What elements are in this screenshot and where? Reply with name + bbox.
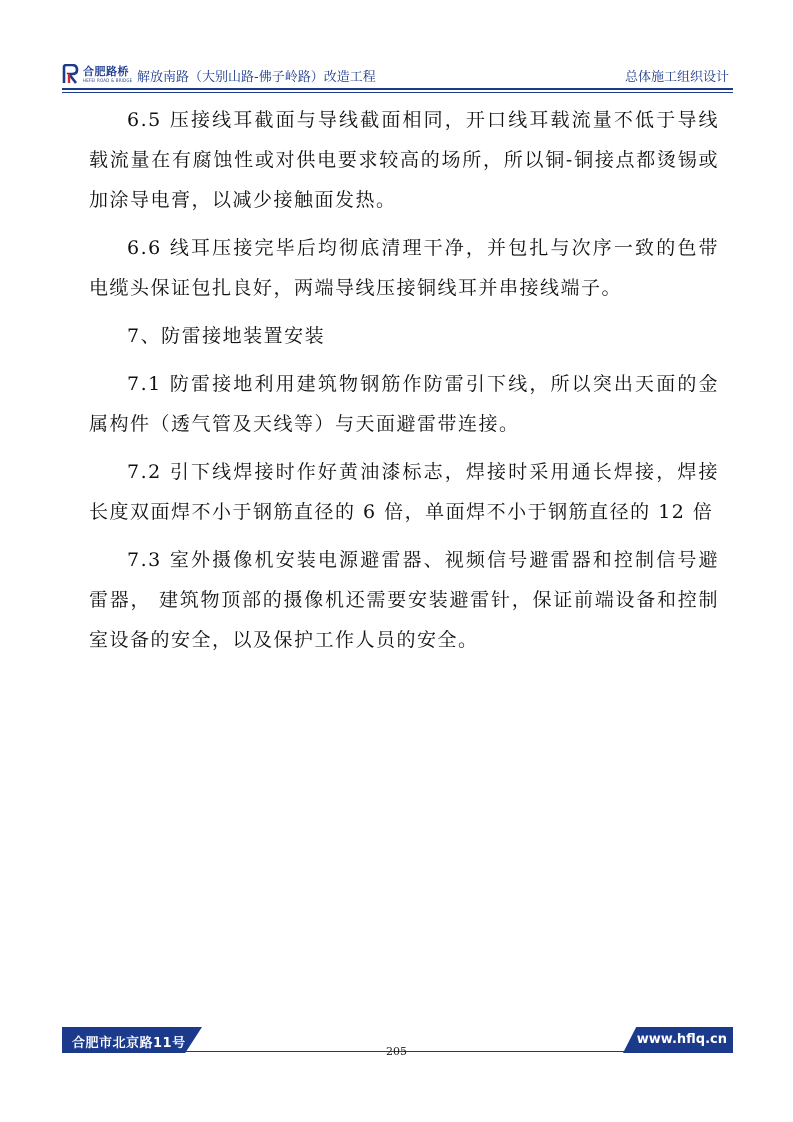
document-body — [89, 100, 719, 668]
paragraph-6-5: 6.5 压接线耳截面与导线截面相同，开口线耳载流量不低于导线载流量在有腐蚀性或对供电要求较高的场所，所以铜-铜接点都烫锡或加涂导电膏，以减少接触面发热。 — [89, 109, 719, 211]
page-header — [62, 62, 733, 88]
footer-address: 合肥市北京路11号 — [72, 1036, 186, 1051]
page-number: 205 — [386, 1045, 407, 1058]
project-title: 解放南路（大别山路-佛子岭路）改造工程 — [137, 70, 376, 85]
logo-icon — [62, 64, 80, 84]
logo-english-name: HEFEI ROAD & BRIDGE — [83, 77, 133, 83]
logo-chinese-name: 合肥路桥 — [83, 64, 129, 78]
header-divider-thin — [62, 92, 733, 93]
section-heading-7: 7、防雷接地装置安装 — [127, 325, 326, 347]
paragraph-7-1: 7.1 防雷接地利用建筑物钢筋作防雷引下线，所以突出天面的金属构件（透气管及天线等）与天面避雷带连接。 — [89, 373, 719, 435]
document-title: 总体施工组织设计 — [624, 70, 729, 85]
paragraph-7-2: 7.2 引下线焊接时作好黄油漆标志，焊接时采用通长焊接，焊接长度双面焊不小于钢筋直径的 6 倍，单面焊不小于钢筋直径的 12 倍 — [89, 461, 719, 523]
paragraph-6-6: 6.6 线耳压接完毕后均彻底清理干净，并包扎与次序一致的色带电缆头保证包扎良好，两端导线压接铜线耳并串接线端子。 — [89, 237, 719, 299]
header-divider — [62, 88, 733, 90]
footer-website: www.hflq.cn — [636, 1032, 727, 1047]
paragraph-7-3: 7.3 室外摄像机安装电源避雷器、视频信号避雷器和控制信号避雷器， 建筑物顶部的摄像机还需要安装避雷针，保证前端设备和控制室设备的安全，以及保护工作人员的安全。 — [89, 549, 719, 651]
company-logo — [62, 62, 132, 86]
